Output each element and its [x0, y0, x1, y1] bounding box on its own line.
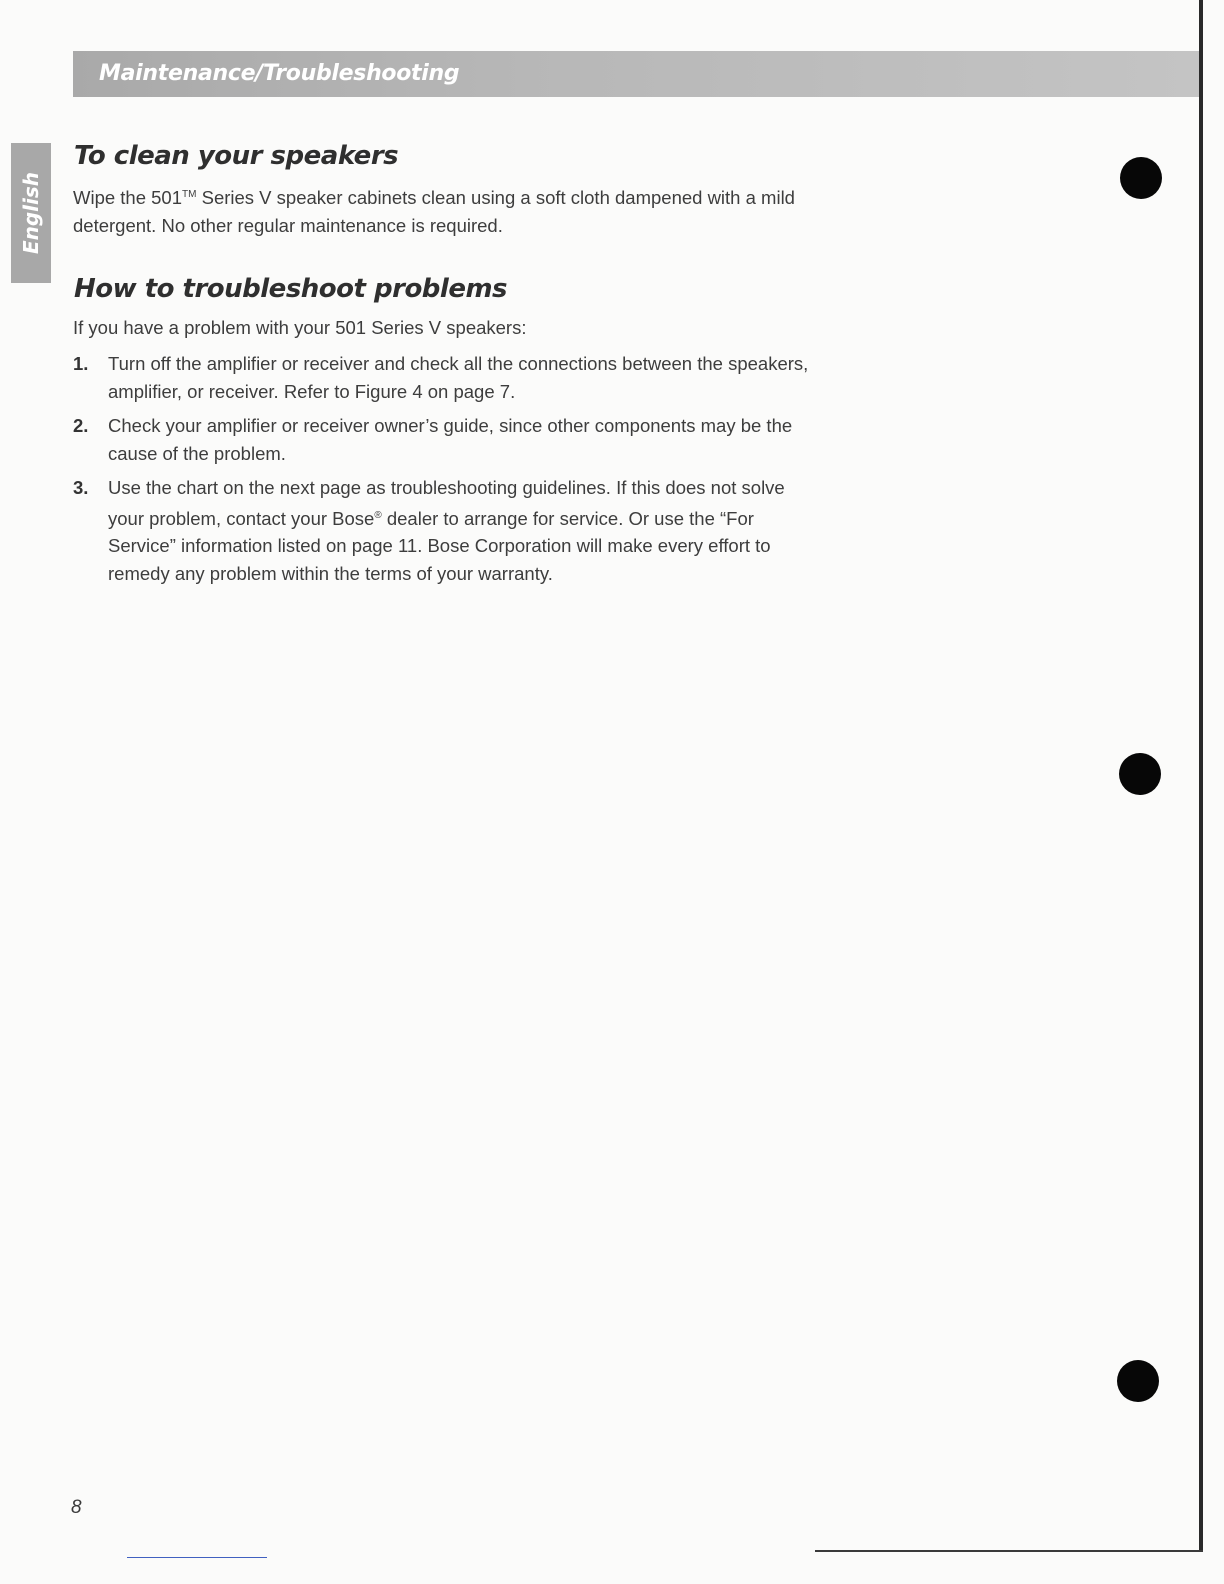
- page-bottom-edge: [815, 1550, 1203, 1552]
- step-text: Check your amplifier or receiver owner’s guide, since other components may be the cause of the problem.: [108, 415, 793, 464]
- step-text: Use the chart on the next page as troubleshooting guidelines. If this does not solve your problem, contact your Bose® dealer to arrange for service. Or use the “For Service” information listed on page 11. Bose Corporation will make every effort to remedy any problem within the terms of your warranty.: [108, 477, 785, 584]
- clean-body: Wipe the 501™ Series V speaker cabinets clean using a soft cloth dampened with a mild detergent. No other regular maintenance is required.: [73, 187, 795, 236]
- registered-mark: ®: [374, 509, 382, 521]
- page-right-edge: [1199, 0, 1203, 1550]
- step-number: 3.: [73, 477, 89, 498]
- section-header-title: Maintenance/Troubleshooting: [99, 61, 460, 86]
- troubleshoot-step-2: [73, 412, 813, 467]
- punch-hole-middle: [1119, 753, 1161, 795]
- troubleshoot-step-3: [73, 474, 813, 587]
- troubleshoot-step-1: [73, 350, 813, 405]
- section-header-bar: [73, 51, 1203, 97]
- bottom-underline: [127, 1557, 267, 1558]
- clean-heading: To clean your speakers: [74, 141, 399, 171]
- troubleshoot-steps: [73, 350, 813, 594]
- troubleshoot-intro: If you have a problem with your 501 Series V speakers:: [73, 317, 527, 338]
- language-tab-label: English: [19, 171, 43, 255]
- punch-hole-top: [1120, 157, 1162, 199]
- language-tab: [11, 143, 51, 283]
- trademark-mark: TM: [182, 189, 197, 200]
- troubleshoot-heading: How to troubleshoot problems: [74, 274, 508, 304]
- punch-hole-bottom: [1117, 1360, 1159, 1402]
- page-number: 8: [71, 1497, 82, 1518]
- step-number: 1.: [73, 353, 89, 374]
- step-number: 2.: [73, 415, 89, 436]
- step-text: Turn off the amplifier or receiver and check all the connections between the speakers, amplifier, or receiver. Refer to Figure 4 on page 7.: [108, 353, 809, 402]
